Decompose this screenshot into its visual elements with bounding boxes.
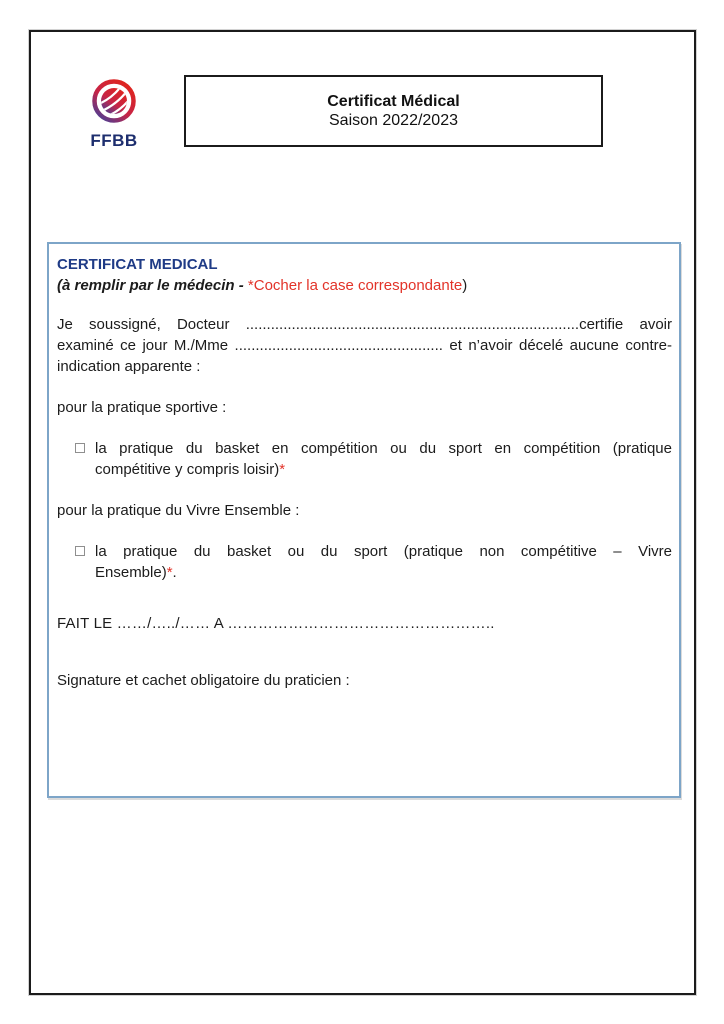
option-vivre-star: *: [166, 564, 173, 581]
certificate-instruction: [57, 275, 672, 296]
section-label-vivre-ensemble: pour la pratique du Vivre Ensemble :: [57, 502, 300, 519]
ffbb-basketball-icon: [89, 77, 139, 125]
option-vivre-line1: la pratique du basket ou du sport (pratique non compétitive – Vivre: [95, 543, 672, 560]
instruction-close: ): [462, 277, 468, 294]
option-sport-checkbox-icon[interactable]: [75, 443, 85, 453]
ffbb-logo-text: FFBB: [90, 131, 138, 150]
option-sport-line2: [95, 459, 672, 480]
option-sport-line2-text: compétitive y compris loisir): [95, 461, 280, 478]
intro-line-end: indication apparente :: [57, 358, 201, 375]
option-vivre-line2: [95, 562, 672, 583]
certificate-body-box: [47, 242, 681, 798]
certificate-title: CERTIFICAT MEDICAL: [57, 256, 218, 273]
intro-line-patient-name: examiné ce jour M./Mme .................................................. et n’avoir décelé aucune contre-: [57, 337, 672, 354]
date-place-line: FAIT LE ……/…../…… A ……………………………………………..: [57, 615, 495, 632]
option-sport-line1: la pratique du basket en compétition ou du sport en compétition (pratique: [95, 440, 672, 457]
option-vivre-line2-text: Ensemble): [95, 564, 167, 581]
instruction-lead: (à remplir par le médecin -: [57, 277, 248, 294]
header-title: Certificat Médical: [327, 93, 460, 110]
option-vivre-ensemble: [57, 541, 672, 583]
header-season: Saison 2022/2023: [329, 112, 458, 129]
header-box: [184, 75, 603, 147]
option-vivre-checkbox-icon[interactable]: [75, 546, 85, 556]
option-sport: [57, 438, 672, 480]
option-sport-star: *: [279, 461, 286, 478]
intro-line-doctor-name: Je soussigné, Docteur ................................................................................certifie avoir: [57, 316, 672, 333]
signature-label: Signature et cachet obligatoire du praticien :: [57, 672, 350, 689]
intro-paragraph: [57, 314, 672, 377]
option-vivre-period: .: [172, 564, 177, 581]
section-label-sport: pour la pratique sportive :: [57, 399, 227, 416]
ffbb-logo: [85, 77, 143, 151]
instruction-red-note: *Cocher la case correspondante: [247, 277, 463, 294]
